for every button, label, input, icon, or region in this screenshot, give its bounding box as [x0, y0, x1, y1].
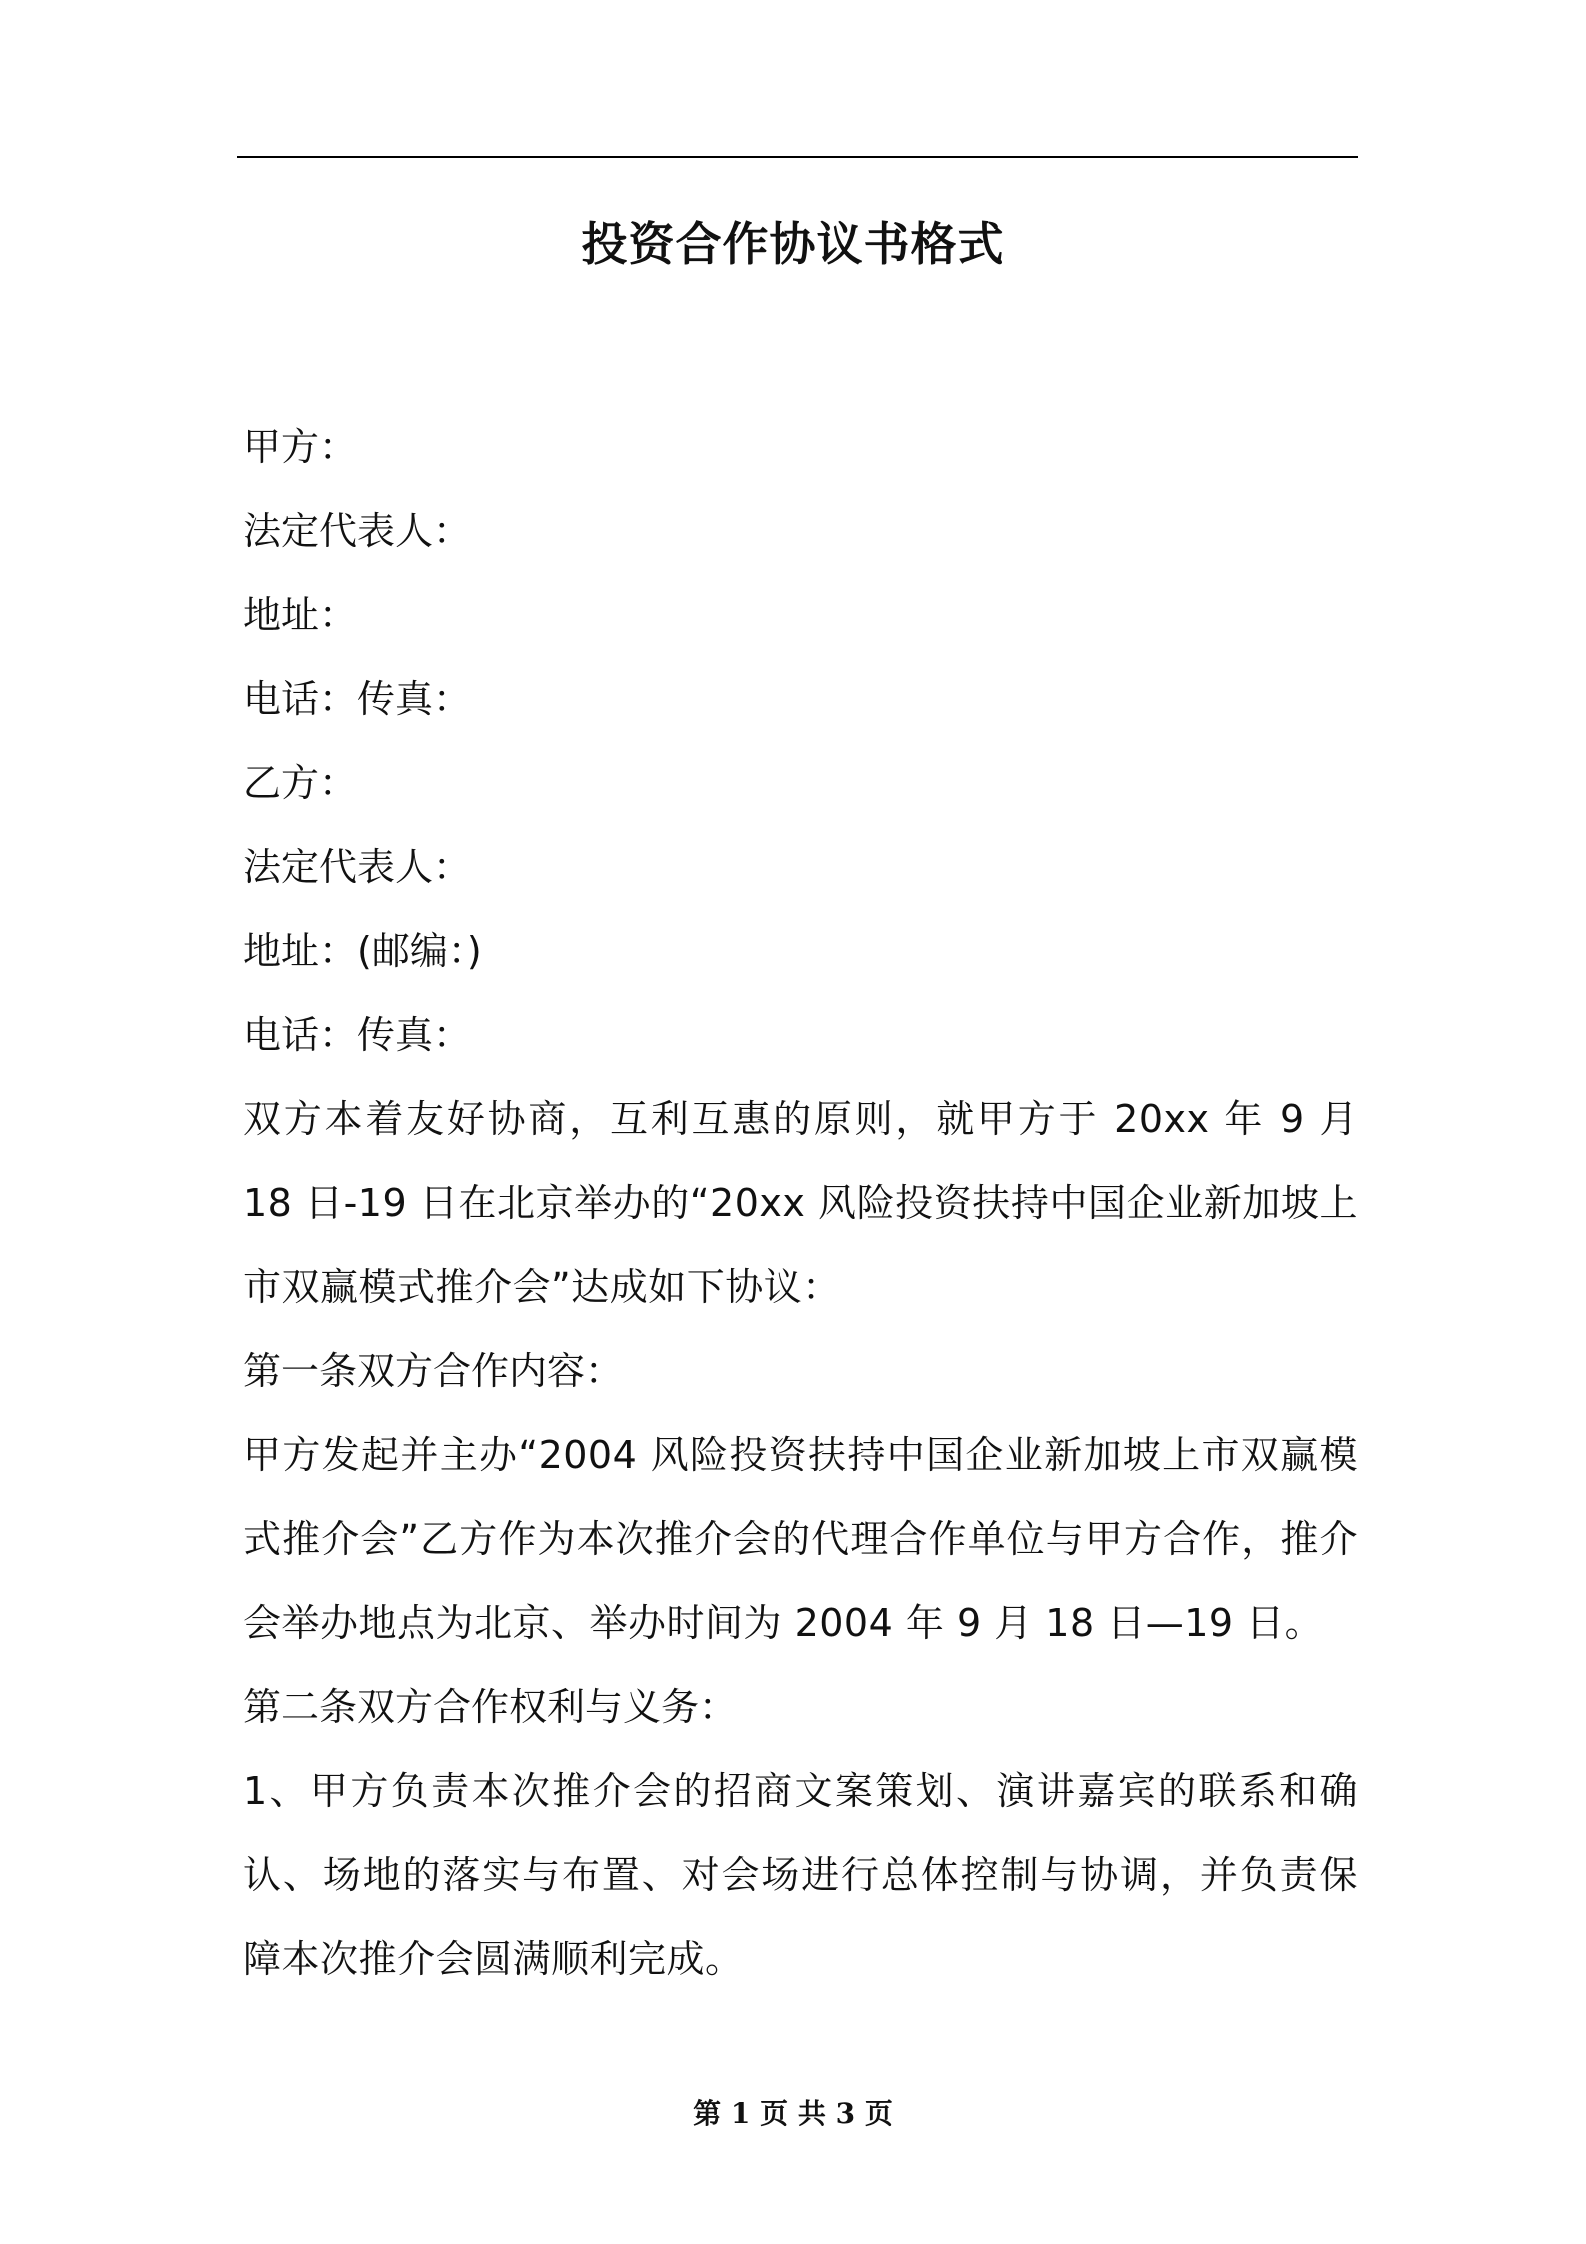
party-a-legal-rep-label: 法定代表人： [243, 509, 472, 553]
intro-paragraph: 双方本着友好协商，互利互惠的原则，就甲方于 20xx 年 9 月 18 日-19 日在北京举办的“20xx 风险投资扶持中国企业新加坡上市双赢模式推介会”达成如下协议： [243, 1097, 1358, 1309]
article1-heading: 第一条双方合作内容： [243, 1349, 624, 1393]
article2-heading: 第二条双方合作权利与义务： [243, 1685, 738, 1729]
party-a-address-label: 地址： [243, 593, 358, 637]
party-a-label: 甲方： [243, 425, 358, 469]
party-b-address-label: 地址：(邮编：) [243, 929, 482, 973]
article1-paragraph: 甲方发起并主办“2004 风险投资扶持中国企业新加坡上市双赢模式推介会”乙方作为本次推介会的代理合作单位与甲方合作，推介会举办地点为北京、举办时间为 2004 年 9 月 18 日—19 日。 [243, 1433, 1358, 1645]
page-number-footer: 第 1 页 共 3 页 [693, 2097, 893, 2130]
document-body [243, 405, 1358, 2001]
party-b-label: 乙方： [243, 761, 358, 805]
header-rule [237, 156, 1358, 158]
party-b-phone-fax-label: 电话：传真： [243, 1013, 472, 1057]
article2-item1-paragraph: 1、甲方负责本次推介会的招商文案策划、演讲嘉宾的联系和确认、场地的落实与布置、对会场进行总体控制与协调，并负责保障本次推介会圆满顺利完成。 [243, 1769, 1358, 1981]
document-title: 投资合作协议书格式 [581, 217, 1005, 271]
party-b-legal-rep-label: 法定代表人： [243, 845, 472, 889]
party-a-phone-fax-label: 电话：传真： [243, 677, 472, 721]
